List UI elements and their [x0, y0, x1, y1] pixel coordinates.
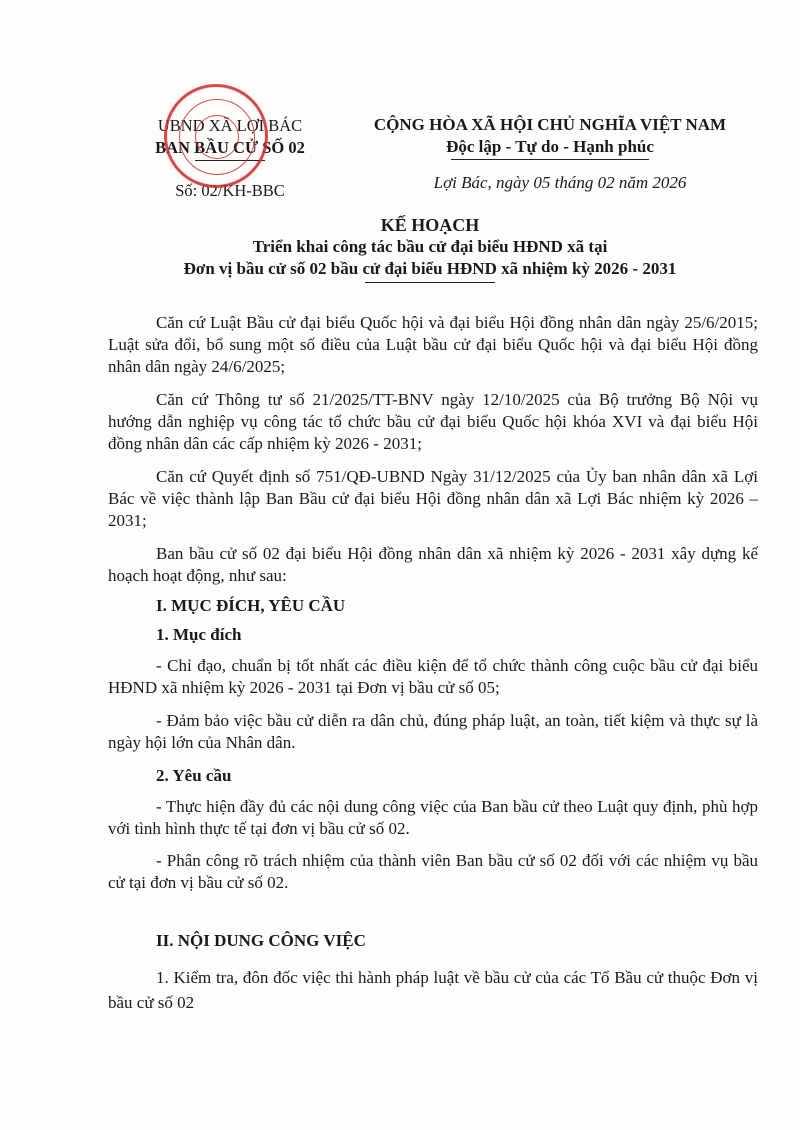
section-heading-1: I. MỤC ĐÍCH, YÊU CẦU	[156, 596, 346, 615]
paragraph-legal-basis-1: Căn cứ Luật Bầu cử đại biểu Quốc hội và đại biểu Hội đồng nhân dân ngày 25/6/2015; Luật sửa đổi, bổ sung một số điều của Luật bầu cử đại biểu Quốc hội và đại biểu Hội đồng nhân dân ngày 24/6/2025;	[108, 313, 758, 376]
paragraph-purpose-2: - Đảm bảo việc bầu cử diễn ra dân chủ, đúng pháp luật, an toàn, tiết kiệm và thực sự là ngày hội lớn của Nhân dân.	[108, 711, 758, 752]
paragraph-intro: Ban bầu cử số 02 đại biểu Hội đồng nhân dân xã nhiệm kỳ 2026 - 2031 xây dựng kế hoạch hoạt động, như sau:	[108, 544, 758, 585]
paragraph-purpose-1: - Chỉ đạo, chuẩn bị tốt nhất các điều kiện để tổ chức thành công cuộc bầu cử đại biểu HĐND xã nhiệm kỳ 2026 - 2031 tại Đơn vị bầu cử số 05;	[108, 656, 758, 697]
document-title	[100, 214, 760, 283]
org-line-2: BAN BẦU CỬ SỐ 02	[155, 138, 305, 157]
title-sub-1: Triển khai công tác bầu cử đại biểu HĐND xã tại	[252, 237, 608, 256]
paragraph-requirement-2: - Phân công rõ trách nhiệm của thành viên Ban bầu cử số 02 đối với các nhiệm vụ bầu cử tại đơn vị bầu cử số 02.	[108, 851, 758, 892]
document-number: Số: 02/KH-BBC	[175, 181, 285, 200]
national-header	[340, 114, 760, 160]
title-sub-2: Đơn vị bầu cử số 02 bầu cử đại biểu HĐND xã nhiệm kỳ 2026 - 2031	[183, 259, 677, 278]
section-heading-2: II. NỘI DUNG CÔNG VIỆC	[156, 931, 366, 950]
paragraph-legal-basis-3: Căn cứ Quyết định số 751/QĐ-UBND Ngày 31/12/2025 của Ủy ban nhân dân xã Lợi Bác về việc thành lập Ban Bầu cử đại biểu Hội đồng nhân dân xã Lợi Bác nhiệm kỳ 2026 – 2031;	[108, 467, 758, 530]
document-body	[108, 312, 758, 1026]
org-line-1: UBND XÃ LỢI BÁC	[157, 116, 303, 135]
motto-underline	[451, 159, 649, 160]
subheading-purpose: 1. Mục đích	[156, 625, 242, 644]
national-title: CỘNG HÒA XÃ HỘI CHỦ NGHĨA VIỆT NAM	[373, 115, 727, 134]
motto: Độc lập - Tự do - Hạnh phúc	[446, 137, 654, 156]
paragraph-legal-basis-2: Căn cứ Thông tư số 21/2025/TT-BNV ngày 12/10/2025 của Bộ trưởng Bộ Nội vụ hướng dẫn nghiệp vụ công tác tổ chức bầu cử đại biểu Quốc hội khóa XVI và đại biểu Hội đồng nhân dân các cấp nhiệm kỳ 2026 - 2031;	[108, 390, 758, 453]
paragraph-task-1: 1. Kiểm tra, đôn đốc việc thi hành pháp luật về bầu cử của các Tổ Bầu cử thuộc Đơn vị bầu cử số 02	[108, 968, 758, 1012]
org-underline	[195, 160, 265, 161]
title-underline	[365, 282, 495, 283]
subheading-requirements: 2. Yêu cầu	[156, 766, 232, 785]
issuing-organization	[140, 115, 320, 161]
title-main: KẾ HOẠCH	[380, 215, 480, 235]
paragraph-requirement-1: - Thực hiện đầy đủ các nội dung công việc của Ban bầu cử theo Luật quy định, phù hợp với tình hình thực tế tại đơn vị bầu cử số 02.	[108, 797, 758, 838]
place-date: Lợi Bác, ngày 05 tháng 02 năm 2026	[433, 173, 687, 192]
